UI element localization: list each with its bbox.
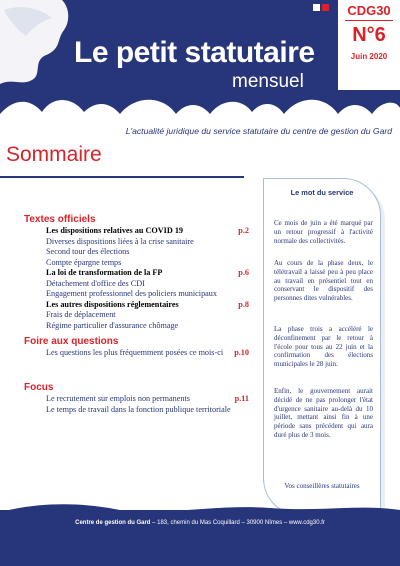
- newsletter-title: Le petit statutaire: [74, 36, 315, 69]
- toc-row[interactable]: [24, 394, 249, 405]
- toc-row[interactable]: [24, 300, 249, 311]
- toc-row[interactable]: [24, 405, 249, 416]
- tagline: L'actualité juridique du service statutaire du centre de gestion du Gard: [125, 126, 392, 136]
- toc-page: p.2: [238, 226, 249, 235]
- toc-text: Compte épargne temps: [46, 257, 122, 267]
- toc-row[interactable]: [24, 258, 249, 269]
- toc-text: Le temps de travail dans la fonction publique territoriale: [46, 404, 231, 414]
- toc-text: Régime particulier d'assurance chômage: [46, 320, 179, 330]
- toc-row[interactable]: [24, 247, 249, 258]
- section-title: Textes officiels: [24, 214, 96, 225]
- sidebar-paragraph: Au cours de la phase deux, le télétravail a laissé peu à peu place au travail en présentiel tout en conservant le dispositif des personnes dites vulnérables.: [274, 259, 373, 303]
- toc-page: p.6: [238, 268, 249, 277]
- toc-text: Les dispositions relatives au COVID 19: [46, 226, 184, 235]
- toc-page: p.11: [234, 394, 249, 403]
- section-focus: [24, 382, 249, 415]
- section-textes-officiels: [24, 214, 249, 331]
- footer-address: [0, 520, 400, 526]
- toc-text: Les autres dispositions réglementaires: [46, 299, 179, 309]
- issue-date: Juin 2020: [350, 52, 388, 61]
- footer-wave-decoration: [0, 502, 400, 516]
- header-wave-decoration: [0, 92, 400, 120]
- toc-text: Diverses dispositions liées à la crise sanitaire: [46, 236, 194, 246]
- sidebar-title: Le mot du service: [290, 188, 354, 197]
- sommaire-rule: [0, 176, 244, 178]
- toc-page: p.8: [238, 299, 249, 309]
- toc-page: p.10: [234, 348, 249, 357]
- sommaire-heading: Sommaire: [6, 143, 102, 166]
- toc-row[interactable]: [24, 321, 249, 332]
- section-title: Foire aux questions: [24, 336, 119, 347]
- toc-text: Détachement d'office des CDI: [46, 278, 145, 288]
- sidebar-signature: Vos conseillères statutaires: [284, 482, 360, 490]
- newsletter-subtitle: mensuel: [232, 71, 304, 92]
- toc-row[interactable]: [24, 226, 249, 237]
- toc-text: Frais de déplacement: [46, 310, 116, 319]
- toc-row[interactable]: [24, 289, 249, 300]
- toc-row[interactable]: [24, 348, 249, 359]
- badge-divider: [345, 20, 393, 21]
- toc-row[interactable]: [24, 237, 249, 248]
- toc-row[interactable]: [24, 279, 249, 290]
- header-banner: [0, 0, 400, 120]
- section-faq: [24, 336, 249, 359]
- section-title: Focus: [24, 382, 54, 393]
- flag-decoration-icon: [313, 4, 337, 20]
- issue-badge: [338, 0, 400, 90]
- toc-text: Second tour des élections: [46, 247, 130, 256]
- footer-org: Centre de gestion du Gard: [75, 520, 151, 526]
- editorial-sidebar: [263, 178, 381, 516]
- issue-number: N°6: [352, 24, 386, 46]
- toc-text: Les questions les plus fréquemment posées ce mois-ci: [46, 348, 224, 357]
- toc-row[interactable]: [24, 268, 249, 279]
- toc-text: Engagement professionnel des policiers municipaux: [46, 289, 217, 298]
- footer-address-text: – 183, chemin du Mas Coquillard – 30900 Nîmes – www.cdg30.fr: [150, 520, 325, 526]
- toc-text: Le recrutement sur emplois non permanents: [46, 394, 190, 403]
- badge-org: CDG30: [347, 3, 391, 18]
- sidebar-paragraph: Ce mois de juin a été marqué par un retour progressif à l'activité normale des collectivités.: [274, 219, 373, 245]
- toc-text: La loi de transformation de la FP: [46, 268, 163, 277]
- sidebar-paragraph: Enfin, le gouvernement aurait décidé de ne pas prolonger l'état d'urgence sanitaire au-delà du 10 juillet, mettant ainsi fin à une période sans précédent qui aura duré plus de 3 mois.: [274, 387, 373, 439]
- footer-band: [0, 510, 400, 566]
- sidebar-paragraph: La phase trois a accéléré le déconfinement par le retour à l'école pour tous au 22 juin et la confirmation des élections municipales le 28 juin.: [274, 325, 373, 369]
- toc-row[interactable]: [24, 310, 249, 321]
